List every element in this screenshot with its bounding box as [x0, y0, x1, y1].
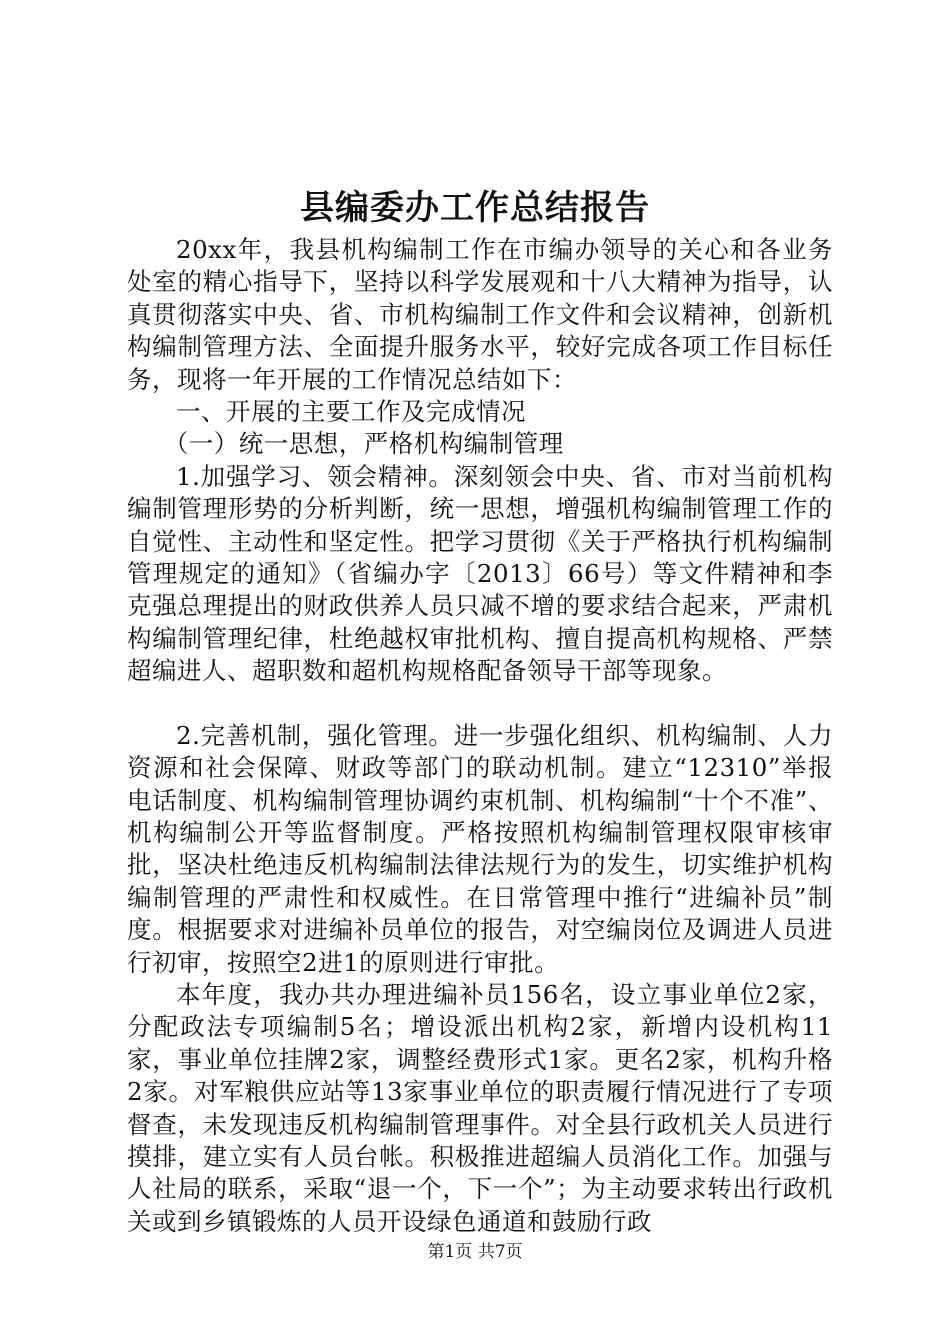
- section-heading: 一、开展的主要工作及完成情况: [176, 397, 526, 427]
- item-paragraph-1: 1.加强学习、领会精神。深刻领会中央、省、市对当前机构编制管理形势的分析判断，统一思想，增强机构编制管理工作的自觉性、主动性和坚定性。把学习贯彻《关于严格执行机构编制管理规定的通知》（省编办字〔2013〕66号）等文件精神和李克强总理提出的财政供养人员只减不增的要求结合起来，严肃机构编制管理纪律，杜绝越权审批机构、擅自提高机构规格、严禁超编进人、超职数和超机构规格配备领导干部等现象。: [127, 461, 833, 686]
- intro-paragraph: 20xx年，我县机构编制工作在市编办领导的关心和各业务处室的精心指导下，坚持以科学发展观和十八大精神为指导，认真贯彻落实中央、省、市机构编制工作文件和会议精神，创新机构编制管理方法、全面提升服务水平，较好完成各项工作目标任务，现将一年开展的工作情况总结如下：: [127, 235, 833, 394]
- document-body: [127, 234, 833, 1238]
- subsection-heading: （一）统一思想，严格机构编制管理: [163, 429, 564, 459]
- paragraph-spacer: [127, 688, 833, 720]
- item-paragraph-2: 2.完善机制，强化管理。进一步强化组织、机构编制、人力资源和社会保障、财政等部门的联动机制。建立“12310”举报电话制度、机构编制管理协调约束机制、机构编制“十个不准”、机构编制公开等监督制度。严格按照机构编制管理权限审核审批，坚决杜绝违反机构编制法律法规行为的发生，切实维护机构编制管理的严肃性和权威性。在日常管理中推行“进编补员”制度。根据要求对进编补员单位的报告，对空编岗位及调进人员进行初审，按照空2进1的原则进行审批。: [127, 720, 833, 977]
- annual-summary-paragraph: 本年度，我办共办理进编补员156名，设立事业单位2家，分配政法专项编制5名；增设派出机构2家，新增内设机构11家，事业单位挂牌2家，调整经费形式1家。更名2家，机构升格2家。对军粮供应站等13家事业单位的职责履行情况进行了专项督查，未发现违反机构编制管理事件。对全县行政机关人员进行摸排，建立实有人员台帐。积极推进超编人员消化工作。加强与人社局的联系，采取“退一个，下一个”；为主动要求转出行政机关或到乡镇锻炼的人员开设绿色通道和鼓励行政: [127, 979, 833, 1236]
- page-number: 第1页 共7页: [427, 1242, 523, 1262]
- document-title: 县编委办工作总结报告: [300, 188, 650, 228]
